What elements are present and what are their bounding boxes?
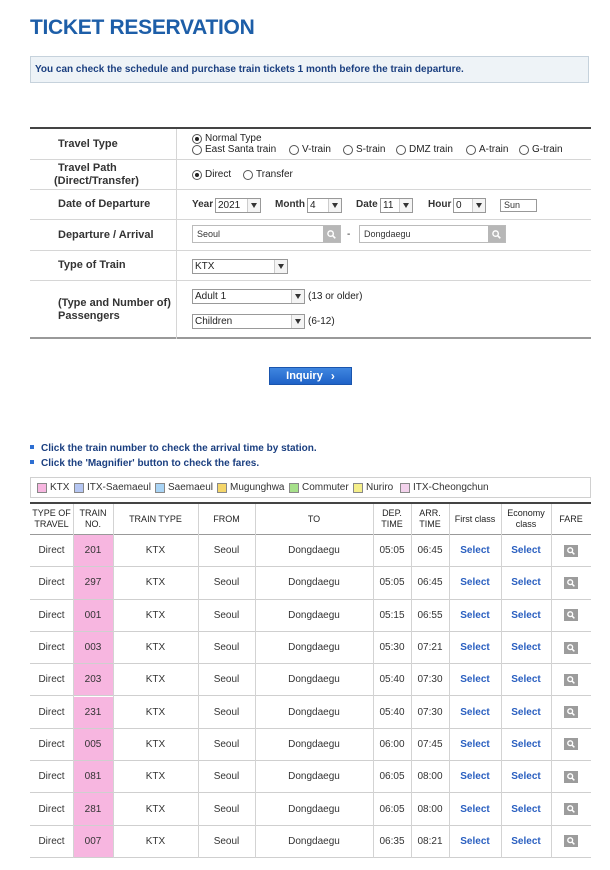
month-select[interactable]: 4 [307, 198, 342, 213]
fare-cell [551, 664, 591, 695]
cell-type-of-travel: Direct [38, 642, 65, 654]
date-label: Date [356, 199, 378, 210]
cell-train-type: KTX [145, 803, 166, 815]
chevron-right-icon: › [330, 369, 335, 383]
chevron-down-icon [472, 199, 485, 212]
bullet-icon [30, 460, 34, 464]
magnifier-icon[interactable] [564, 577, 578, 589]
header-train-no: TRAIN NO. [79, 508, 107, 529]
cell-arr-time: 06:45 [417, 577, 443, 589]
month-label: Month [275, 199, 305, 210]
train-number-link[interactable]: 201 [73, 535, 113, 566]
cell-type-of-travel: Direct [38, 577, 65, 589]
economy-class-select-button[interactable]: Select [511, 738, 541, 750]
train-type-legend [30, 477, 591, 498]
cell-type-of-travel: Direct [38, 706, 65, 718]
cell-from: Seoul [213, 738, 240, 750]
children-count-select[interactable]: Children [192, 314, 305, 329]
train-number-link[interactable]: 231 [73, 697, 113, 728]
legend-item: Saemaeul [155, 482, 213, 493]
column-divider [255, 504, 256, 858]
first-class-select-button[interactable]: Select [460, 577, 490, 589]
cell-train-type: KTX [145, 545, 166, 557]
inquiry-button[interactable]: Inquiry › [269, 367, 352, 385]
chevron-down-icon [399, 199, 412, 212]
column-divider [551, 504, 552, 858]
economy-class-select-button[interactable]: Select [511, 706, 541, 718]
cell-dep-time: 05:05 [379, 577, 405, 589]
economy-class-select-button[interactable]: Select [511, 803, 541, 815]
magnifier-icon[interactable] [564, 835, 578, 847]
travel-path-label: Travel Path (Direct/Transfer) [30, 160, 177, 189]
column-divider [411, 504, 412, 858]
travel-type-row [30, 129, 591, 160]
first-class-select-button[interactable]: Select [460, 803, 490, 815]
legend-item: ITX-Saemaeul [74, 482, 151, 493]
search-icon[interactable] [323, 226, 340, 242]
cell-type-of-travel: Direct [38, 738, 65, 750]
legend-item: Commuter [289, 482, 349, 493]
search-icon[interactable] [488, 226, 505, 242]
cell-type-of-travel: Direct [38, 803, 65, 815]
legend-swatch [400, 483, 410, 493]
cell-train-type: KTX [145, 609, 166, 621]
departure-arrival-label: Departure / Arrival [30, 220, 177, 250]
first-class-select-button[interactable]: Select [460, 706, 490, 718]
train-number-link[interactable]: 203 [73, 664, 113, 695]
cell-to: Dongdaegu [288, 738, 340, 750]
chevron-down-icon [291, 290, 304, 303]
cell-to: Dongdaegu [288, 674, 340, 686]
first-class-select-button[interactable]: Select [460, 771, 490, 783]
fare-cell [551, 697, 591, 728]
fare-cell [551, 761, 591, 792]
travel-type-label: Travel Type [30, 129, 177, 159]
cell-dep-time: 05:40 [379, 706, 405, 718]
cell-train-type: KTX [145, 835, 166, 847]
legend-item: Mugunghwa [217, 482, 284, 493]
table-row [30, 600, 591, 632]
cell-arr-time: 07:45 [417, 738, 443, 750]
fare-cell [551, 567, 591, 598]
cell-to: Dongdaegu [288, 835, 340, 847]
chevron-down-icon [247, 199, 260, 212]
fare-cell [551, 632, 591, 663]
radio-unchecked-icon [519, 145, 529, 155]
radio-s-train[interactable]: S-train [343, 144, 385, 155]
radio-checked-icon [192, 170, 202, 180]
legend-item: KTX [37, 482, 69, 493]
column-divider [501, 504, 502, 858]
legend-swatch [37, 483, 47, 493]
cell-type-of-travel: Direct [38, 771, 65, 783]
hour-select[interactable]: 0 [453, 198, 486, 213]
cell-from: Seoul [213, 642, 240, 654]
magnifier-icon[interactable] [564, 545, 578, 557]
passengers-label: (Type and Number of) Passengers [30, 281, 177, 339]
chevron-down-icon [328, 199, 341, 212]
train-number-link[interactable]: 003 [73, 632, 113, 663]
hour-label: Hour [428, 199, 452, 210]
legend-swatch [289, 483, 299, 493]
radio-a-train[interactable]: A-train [466, 144, 508, 155]
table-row [30, 697, 591, 729]
radio-unchecked-icon [192, 145, 202, 155]
radio-unchecked-icon [396, 145, 406, 155]
cell-to: Dongdaegu [288, 803, 340, 815]
magnifier-icon[interactable] [564, 674, 578, 686]
passengers-row [30, 281, 591, 339]
radio-east-santa-train[interactable]: East Santa train [192, 144, 276, 155]
train-number-link[interactable]: 081 [73, 761, 113, 792]
magnifier-icon[interactable] [564, 642, 578, 654]
cell-from: Seoul [213, 803, 240, 815]
notice-banner: You can check the schedule and purchase train tickets 1 month before the train departure. [30, 56, 589, 83]
cell-arr-time: 06:45 [417, 545, 443, 557]
cell-to: Dongdaegu [288, 771, 340, 783]
cell-to: Dongdaegu [288, 545, 340, 557]
table-row [30, 729, 591, 761]
cell-from: Seoul [213, 609, 240, 621]
economy-class-select-button[interactable]: Select [511, 771, 541, 783]
magnifier-icon[interactable] [564, 803, 578, 815]
cell-arr-time: 06:55 [417, 609, 443, 621]
header-from: FROM [213, 513, 240, 524]
radio-checked-icon [192, 134, 202, 144]
radio-unchecked-icon [243, 170, 253, 180]
fare-cell [551, 729, 591, 760]
radio-g-train[interactable]: G-train [519, 144, 563, 155]
cell-from: Seoul [213, 706, 240, 718]
first-class-select-button[interactable]: Select [460, 642, 490, 654]
cell-to: Dongdaegu [288, 706, 340, 718]
departure-date-label: Date of Departure [30, 190, 177, 219]
legend-swatch [217, 483, 227, 493]
cell-dep-time: 06:05 [379, 803, 405, 815]
chevron-down-icon [291, 315, 304, 328]
fare-cell [551, 535, 591, 566]
cell-type-of-travel: Direct [38, 545, 65, 557]
results-table [30, 502, 591, 856]
cell-dep-time: 06:00 [379, 738, 405, 750]
radio-direct[interactable]: Direct [192, 169, 231, 180]
page-title: TICKET RESERVATION [30, 16, 255, 39]
cell-from: Seoul [213, 674, 240, 686]
train-number-link[interactable]: 001 [73, 600, 113, 631]
header-train-type: TRAIN TYPE [129, 513, 182, 524]
table-row [30, 567, 591, 599]
magnifier-icon[interactable] [564, 706, 578, 718]
first-class-select-button[interactable]: Select [460, 674, 490, 686]
tip-item: Click the 'Magnifier' button to check the fares. [30, 458, 259, 469]
legend-swatch [155, 483, 165, 493]
year-label: Year [192, 199, 214, 210]
departure-arrival-row [30, 220, 591, 251]
radio-v-train[interactable]: V-train [289, 144, 331, 155]
table-row [30, 761, 591, 793]
cell-dep-time: 05:05 [379, 545, 405, 557]
column-divider [373, 504, 374, 858]
cell-train-type: KTX [145, 642, 166, 654]
economy-class-select-button[interactable]: Select [511, 577, 541, 589]
adult-count-select[interactable]: Adult 1 [192, 289, 305, 304]
adult-age-note: (13 or older) [308, 291, 363, 302]
departure-date-row [30, 190, 591, 220]
cell-train-type: KTX [145, 674, 166, 686]
first-class-select-button[interactable]: Select [460, 738, 490, 750]
cell-dep-time: 05:30 [379, 642, 405, 654]
cell-arr-time: 07:30 [417, 706, 443, 718]
first-class-select-button[interactable]: Select [460, 835, 490, 847]
magnifier-icon[interactable] [564, 771, 578, 783]
cell-to: Dongdaegu [288, 609, 340, 621]
train-number-link[interactable]: 007 [73, 826, 113, 857]
cell-to: Dongdaegu [288, 642, 340, 654]
train-type-row [30, 251, 591, 281]
legend-swatch [353, 483, 363, 493]
children-age-note: (6-12) [308, 316, 335, 327]
economy-class-select-button[interactable]: Select [511, 642, 541, 654]
header-first-class: First class [454, 513, 496, 524]
table-row [30, 535, 591, 567]
header-fare: FARE [559, 513, 583, 524]
radio-transfer[interactable]: Transfer [243, 169, 293, 180]
radio-unchecked-icon [289, 145, 299, 155]
year-select[interactable]: 2021 [215, 198, 261, 213]
cell-arr-time: 08:00 [417, 803, 443, 815]
fare-cell [551, 826, 591, 857]
train-number-link[interactable]: 005 [73, 729, 113, 760]
cell-arr-time: 08:00 [417, 771, 443, 783]
cell-train-type: KTX [145, 706, 166, 718]
cell-dep-time: 06:35 [379, 835, 405, 847]
station-separator: - [347, 229, 351, 240]
train-type-select[interactable]: KTX [192, 259, 288, 274]
economy-class-select-button[interactable]: Select [511, 545, 541, 557]
header-type-of-travel: TYPE OF TRAVEL [32, 508, 71, 529]
train-number-link[interactable]: 281 [73, 793, 113, 824]
column-divider [449, 504, 450, 858]
cell-arr-time: 07:30 [417, 674, 443, 686]
cell-train-type: KTX [145, 577, 166, 589]
bullet-icon [30, 445, 34, 449]
cell-from: Seoul [213, 835, 240, 847]
travel-path-row [30, 160, 591, 190]
fare-cell [551, 793, 591, 824]
cell-from: Seoul [213, 771, 240, 783]
cell-train-type: KTX [145, 738, 166, 750]
cell-arr-time: 07:21 [417, 642, 443, 654]
radio-unchecked-icon [466, 145, 476, 155]
table-row [30, 793, 591, 825]
column-divider [198, 504, 199, 858]
reservation-form [30, 127, 591, 339]
first-class-select-button[interactable]: Select [460, 545, 490, 557]
table-header-row [30, 504, 591, 535]
radio-unchecked-icon [343, 145, 353, 155]
cell-dep-time: 05:15 [379, 609, 405, 621]
header-to: TO [307, 513, 321, 524]
cell-type-of-travel: Direct [38, 674, 65, 686]
train-type-label: Type of Train [30, 251, 177, 280]
header-dep-time: DEP. TIME [381, 508, 403, 529]
legend-swatch [74, 483, 84, 493]
table-row [30, 632, 591, 664]
departure-station-input[interactable]: Seoul [192, 225, 341, 243]
day-of-week-output: Sun [500, 199, 537, 212]
economy-class-select-button[interactable]: Select [511, 674, 541, 686]
cell-type-of-travel: Direct [38, 835, 65, 847]
cell-from: Seoul [213, 577, 240, 589]
radio-dmz-train[interactable]: DMZ train [396, 144, 453, 155]
cell-type-of-travel: Direct [38, 609, 65, 621]
chevron-down-icon [274, 260, 287, 273]
train-number-link[interactable]: 297 [73, 567, 113, 598]
economy-class-select-button[interactable]: Select [511, 609, 541, 621]
first-class-select-button[interactable]: Select [460, 609, 490, 621]
column-divider [73, 504, 74, 858]
column-divider [113, 504, 114, 858]
date-select[interactable]: 11 [380, 198, 413, 213]
header-economy-class: Economy class [507, 508, 545, 529]
legend-item: ITX-Cheongchun [400, 482, 489, 493]
cell-dep-time: 06:05 [379, 771, 405, 783]
arrival-station-input[interactable]: Dongdaegu [359, 225, 506, 243]
magnifier-icon[interactable] [564, 738, 578, 750]
table-row [30, 664, 591, 696]
cell-from: Seoul [213, 545, 240, 557]
table-row [30, 826, 591, 858]
radio-normal-type[interactable]: Normal Type [192, 133, 262, 144]
cell-arr-time: 08:21 [417, 835, 443, 847]
legend-item: Nuriro [353, 482, 393, 493]
cell-dep-time: 05:40 [379, 674, 405, 686]
header-arr-time: ARR. TIME [419, 508, 441, 529]
economy-class-select-button[interactable]: Select [511, 835, 541, 847]
magnifier-icon[interactable] [564, 609, 578, 621]
fare-cell [551, 600, 591, 631]
tip-item: Click the train number to check the arrival time by station. [30, 443, 317, 454]
cell-to: Dongdaegu [288, 577, 340, 589]
cell-train-type: KTX [145, 771, 166, 783]
